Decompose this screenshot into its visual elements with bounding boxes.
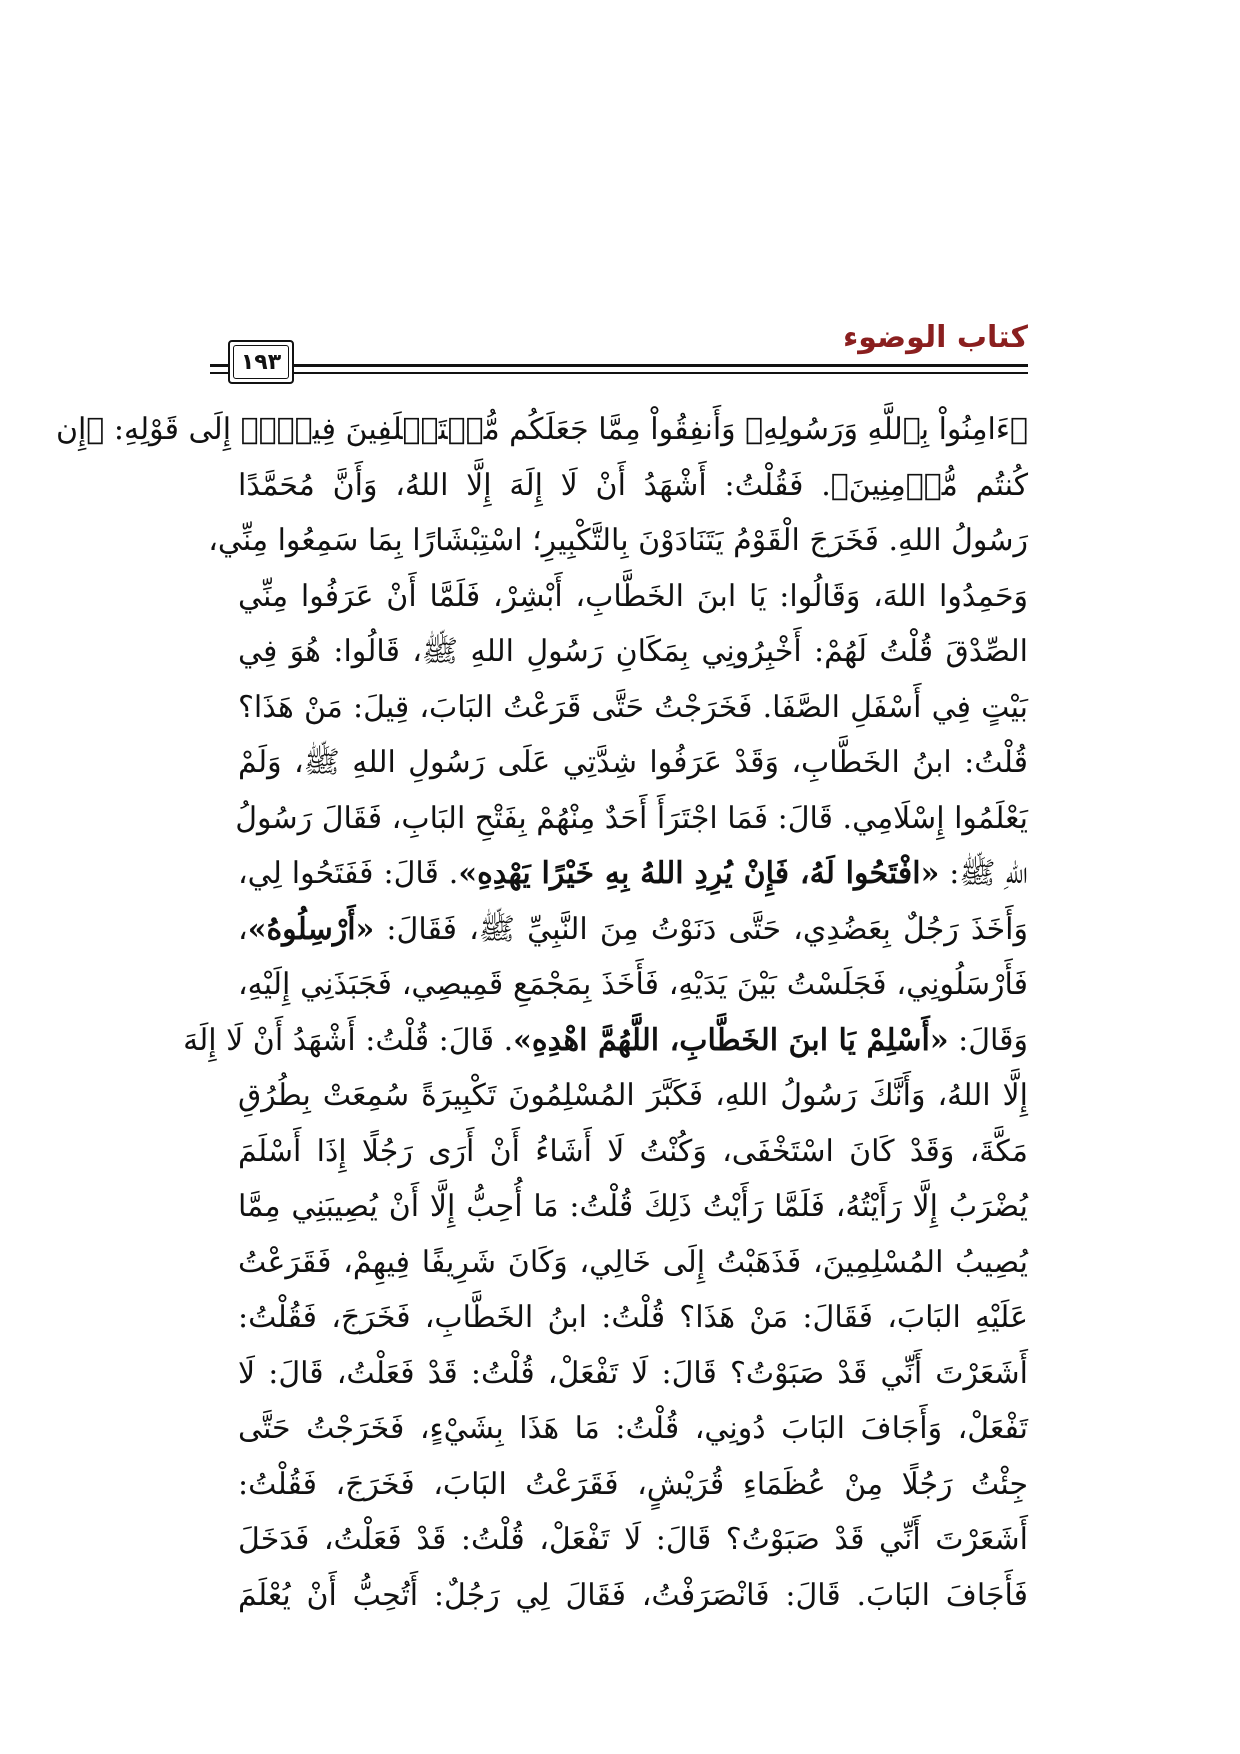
text-segment: مَكَّةَ، وَقَدْ كَانَ اسْتَخْفَى، وَكُنْتُ لَا أَشَاءُ أَنْ أَرَى رَجُلًا إِذَا أَسْلَمَ [238,1133,1028,1169]
text-segment: عَلَيْهِ البَابَ، فَقَالَ: مَنْ هَذَا؟ قُلْتُ: ابنُ الخَطَّابِ، فَخَرَجَ، فَقُلْتُ: [238,1300,1028,1335]
text-segment: يُضْرَبُ إِلَّا رَأَيْتُهُ، فَلَمَّا رَأَيْتُ ذَلِكَ قُلْتُ: مَا أُحِبُّ إِلَّا أَنْ يُصِيبَنِي مِمَّا [238,1189,1028,1224]
text-line [238,846,1028,902]
text-line [238,1179,1028,1235]
text-line [238,1512,1028,1568]
text-line [183,1013,1028,1069]
text-line [238,902,1028,958]
text-line [238,680,1028,736]
text-segment: فَأَجَافَ البَابَ. قَالَ: فَانْصَرَفْتُ، فَقَالَ لِي رَجُلٌ: أَتُحِبُّ أَنْ يُعْلَمَ [238,1577,1028,1613]
text-line [238,1124,1028,1180]
body-text [55,402,1029,1623]
hadith-quote: «أَرْسِلُوهُ» [247,911,375,947]
text-line [238,624,1028,680]
text-segment: أَشَعَرْتَ أَنِّي قَدْ صَبَوْتُ؟ قَالَ: لَا تَفْعَلْ، قُلْتُ: قَدْ فَعَلْتُ، فَدَخَلَ [238,1522,1028,1557]
text-line [238,957,1028,1013]
text-segment: وَأَخَذَ رَجُلٌ بِعَضُدِي، حَتَّى دَنَوْتُ مِنَ النَّبِيِّ ﷺ، فَقَالَ: [374,911,1029,947]
text-segment: . قَالَ: فَفَتَحُوا لِي، [238,856,459,891]
text-line [238,1457,1028,1513]
header-rule [238,372,1028,374]
text-line [238,1068,1028,1124]
text-segment: جِئْتُ رَجُلًا مِنْ عُظَمَاءِ قُرَيْشٍ، فَقَرَعْتُ البَابَ، فَخَرَجَ، فَقُلْتُ: [238,1466,1028,1502]
text-line [238,1568,1028,1624]
text-line [235,791,1028,847]
text-line [238,1290,1028,1346]
page-number: ١٩٣ [228,340,294,384]
text-segment: أَشَعَرْتَ أَنِّي قَدْ صَبَوْتُ؟ قَالَ: لَا تَفْعَلْ، قُلْتُ: قَدْ فَعَلْتُ، قَالَ: لَا [238,1355,1028,1391]
text-segment: يُصِيبُ المُسْلِمِينَ، فَذَهَبْتُ إِلَى خَالِي، وَكَانَ شَرِيفًا فِيهِمْ، فَقَرَعْتُ [238,1244,1028,1280]
text-line [238,1235,1028,1291]
header-rule [238,364,1028,367]
text-segment: وَقَالَ: [948,1022,1028,1058]
text-line [238,458,1028,514]
text-line [208,513,1028,569]
text-segment: قُلْتُ: ابنُ الخَطَّابِ، وَقَدْ عَرَفُوا شِدَّتِي عَلَى رَسُولِ اللهِ ﷺ، وَلَمْ [238,745,1028,780]
text-segment: رَسُولُ اللهِ. فَخَرَجَ الْقَوْمُ يَتَنَادَوْنَ بِالتَّكْبِيرِ؛ اسْتِبْشَارًا بِمَا سَمِعُوا مِنِّي، [208,523,1028,558]
text-segment: كُنتُم مُّؤۡمِنِينَ﴾. فَقُلْتُ: أَشْهَدُ أَنْ لَا إِلَهَ إِلَّا اللهُ، وَأَنَّ مُحَمَّدًا [238,467,1028,503]
page-header [238,320,1028,384]
text-line [238,569,1028,625]
text-segment: وَحَمِدُوا اللهَ، وَقَالُوا: يَا ابنَ الخَطَّابِ، أَبْشِرْ، فَلَمَّا أَنْ عَرَفُوا مِنِّي [238,578,1028,614]
hadith-quote: «افْتَحُوا لَهُ، فَإِنْ يُرِدِ اللهُ بِهِ خَيْرًا يَهْدِهِ» [458,856,940,891]
text-segment: تَفْعَلْ، وَأَجَافَ البَابَ دُونِي، قُلْتُ: مَا هَذَا بِشَيْءٍ، فَخَرَجْتُ حَتَّى [238,1411,1028,1446]
text-segment: ، [238,911,248,947]
text-line [55,402,1028,458]
text-segment: . قَالَ: قُلْتُ: أَشْهَدُ أَنْ لَا إِلَهَ [183,1022,514,1058]
text-segment: اللهِ ﷺ: [939,856,1028,891]
text-line [238,1401,1028,1457]
text-line [238,1346,1028,1402]
header-rule-tick [210,364,228,367]
text-segment: يَعْلَمُوا إِسْلَامِي. قَالَ: فَمَا اجْتَرَأَ أَحَدٌ مِنْهُمْ بِفَتْحِ البَابِ، فَقَالَ رَسُولُ [235,800,1028,836]
header-rule-tick [210,372,228,374]
text-segment: إِلَّا اللهُ، وَأَنَّكَ رَسُولُ اللهِ، فَكَبَّرَ المُسْلِمُونَ تَكْبِيرَةً سُمِعَتْ بِطُرُقِ [238,1078,1028,1113]
hadith-quote: «أَسْلِمْ يَا ابنَ الخَطَّابِ، اللَّهُمَّ اهْدِهِ» [513,1022,949,1058]
text-segment: ﴿ءَامِنُواْ بِٱللَّهِ وَرَسُولِهِۦ وَأَنفِقُواْ مِمَّا جَعَلَكُم مُّسۡتَخۡلَفِينَ فِيهِۖ﴾ إِلَى قَوْلِهِ: ﴿إِن [55,412,1028,447]
text-segment: فَأَرْسَلُونِي، فَجَلَسْتُ بَيْنَ يَدَيْهِ، فَأَخَذَ بِمَجْمَعِ قَمِيصِي، فَجَبَذَنِي إِلَيْهِ، [238,967,1028,1002]
text-segment: بَيْتٍ فِي أَسْفَلِ الصَّفَا. فَخَرَجْتُ حَتَّى قَرَعْتُ البَابَ، قِيلَ: مَنْ هَذَا؟ [238,689,1028,725]
text-segment: الصِّدْقَ قُلْتُ لَهُمْ: أَخْبِرُونِي بِمَكَانِ رَسُولِ اللهِ ﷺ، قَالُوا: هُوَ فِي [238,634,1028,669]
chapter-title: كتاب الوضوء [842,320,1028,355]
text-line [238,735,1028,791]
